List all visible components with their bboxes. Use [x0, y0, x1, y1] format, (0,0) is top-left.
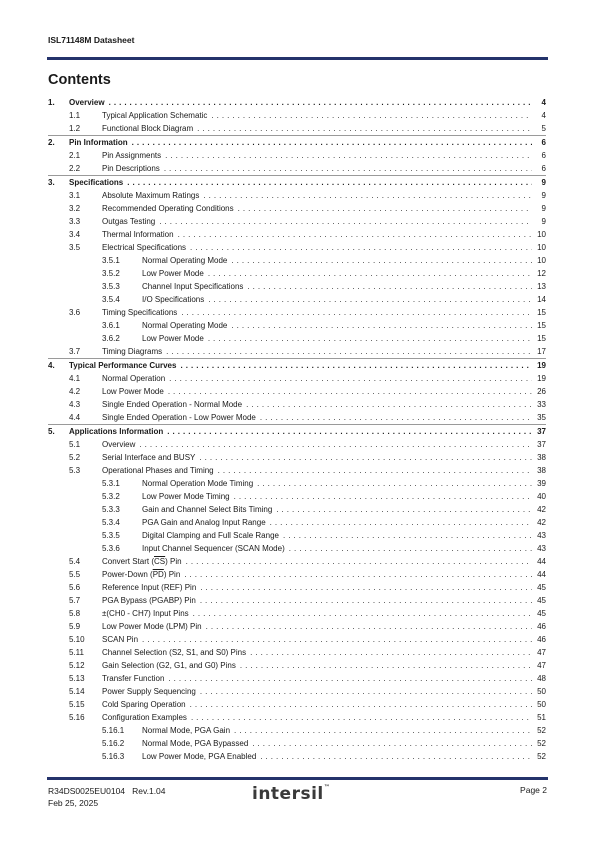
toc-entry-number: 5.16.2: [102, 739, 125, 748]
toc-entry-number: 4.2: [69, 387, 81, 396]
toc-entry[interactable]: [48, 751, 546, 762]
toc-entry-label: Low Power Mode . . .: [142, 333, 532, 344]
toc-entry-label: Single Ended Operation - Low Power Mode . . .: [102, 412, 532, 423]
toc-entry-label: Outgas Testing . . .: [102, 216, 532, 227]
toc-entry-number: 3.5.4: [102, 295, 120, 304]
toc-entry[interactable]: [48, 647, 546, 658]
toc-entry-number: 2.1: [69, 151, 81, 160]
toc-entry-number: 5.13: [69, 674, 85, 683]
toc-entry-label: PGA Bypass (PGABP) Pin . . .: [102, 595, 532, 606]
toc-entry-label: Digital Clamping and Full Scale Range . . .: [142, 530, 532, 541]
toc-entry-number: 5.2: [69, 453, 81, 462]
toc-entry-page: 37: [533, 439, 546, 450]
section-separator: [48, 424, 546, 425]
toc-entry-label: Normal Operation . . .: [102, 373, 532, 384]
toc-entry-page: 44: [533, 569, 546, 580]
toc-entry[interactable]: [48, 569, 546, 580]
toc-entry[interactable]: [48, 333, 546, 344]
toc-entry-label: Recommended Operating Conditions . . .: [102, 203, 532, 214]
toc-entry-number: 3.5: [69, 243, 81, 252]
toc-entry[interactable]: [48, 110, 546, 121]
toc-entry-label: PGA Gain and Analog Input Range . . .: [142, 517, 532, 528]
footer-page-number: Page 2: [520, 785, 547, 795]
toc-entry-number: 3.1: [69, 191, 81, 200]
toc-entry[interactable]: [48, 97, 546, 108]
toc-entry-label: [102, 569, 532, 580]
toc-entry-page: 4: [538, 110, 546, 121]
header-rule: [47, 57, 548, 60]
toc-entry-number: 3.: [48, 178, 55, 187]
toc-entry-number: 5.8: [69, 609, 81, 618]
toc-entry[interactable]: [48, 294, 546, 305]
toc-entry-number: 5.3.5: [102, 531, 120, 540]
toc-entry-number: 5.1: [69, 440, 81, 449]
toc-entry-page: 6: [538, 137, 546, 148]
toc-entry-label: Typical Application Schematic . . .: [102, 110, 532, 121]
toc-entry-label: Overview . . .: [102, 439, 532, 450]
toc-entry-label: Single Ended Operation - Normal Mode . . .: [102, 399, 532, 410]
toc-entry-page: 6: [538, 150, 546, 161]
toc-entry[interactable]: [48, 478, 546, 489]
toc-entry-label: Gain Selection (G2, G1, and G0) Pins . . .: [102, 660, 532, 671]
toc-entry[interactable]: [48, 373, 546, 384]
toc-entry-label-part: ) Pin: [165, 557, 182, 566]
toc-entry-number: 5.14: [69, 687, 85, 696]
toc-entry-label: [102, 556, 532, 567]
toc-entry-label: Input Channel Sequencer (SCAN Mode) . . .: [142, 543, 532, 554]
toc-entry[interactable]: [48, 543, 546, 554]
toc-entry-page: 39: [533, 478, 546, 489]
toc-entry-label: Typical Performance Curves . . .: [69, 360, 532, 371]
toc-entry[interactable]: [48, 346, 546, 357]
toc-entry[interactable]: [48, 320, 546, 331]
toc-entry-page: 46: [533, 621, 546, 632]
toc-entry-number: 5.: [48, 427, 55, 436]
section-separator: [48, 358, 546, 359]
toc-entry-label: Transfer Function . . .: [102, 673, 532, 684]
toc-entry-label-part: ) Pin: [163, 570, 181, 579]
toc-entry-number: 2.: [48, 138, 55, 147]
toc-entry-number: 3.5.2: [102, 269, 120, 278]
toc-entry-number: 3.6: [69, 308, 81, 317]
toc-entry-label: Timing Diagrams . . .: [102, 346, 532, 357]
toc-entry-page: 42: [533, 504, 546, 515]
toc-entry-page: 19: [533, 360, 546, 371]
toc-entry-page: 43: [533, 530, 546, 541]
toc-entry[interactable]: [48, 439, 546, 450]
toc-entry-number: 1.: [48, 98, 55, 107]
toc-entry-page: 45: [533, 608, 546, 619]
toc-entry[interactable]: [48, 229, 546, 240]
toc-entry-page: 47: [533, 660, 546, 671]
toc-entry[interactable]: [48, 608, 546, 619]
toc-entry-number: 3.5.3: [102, 282, 120, 291]
logo-text: intersil: [252, 784, 324, 804]
toc-entry[interactable]: [48, 452, 546, 463]
toc-entry-page: 19: [533, 373, 546, 384]
toc-entry-page: 52: [533, 751, 546, 762]
toc-entry-page: 9: [538, 203, 546, 214]
toc-entry[interactable]: [48, 660, 546, 671]
toc-entry-page: 38: [533, 452, 546, 463]
toc-entry[interactable]: [48, 582, 546, 593]
toc-entry-page: 47: [533, 647, 546, 658]
toc-entry-label: Normal Operating Mode . . .: [142, 320, 532, 331]
toc-entry-number: 1.1: [69, 111, 81, 120]
toc-entry-number: 2.2: [69, 164, 81, 173]
toc-entry[interactable]: [48, 360, 546, 371]
section-separator: [48, 175, 546, 176]
toc-entry-label: Cold Sparing Operation . . .: [102, 699, 532, 710]
toc-entry-number: 5.10: [69, 635, 85, 644]
toc-entry-number: 5.3.4: [102, 518, 120, 527]
toc-entry[interactable]: [48, 530, 546, 541]
logo-trademark: ™: [323, 784, 331, 791]
toc-entry[interactable]: [48, 556, 546, 567]
toc-entry-page: 9: [538, 190, 546, 201]
toc-entry[interactable]: [48, 307, 546, 318]
toc-entry-label: Normal Mode, PGA Gain . . .: [142, 725, 532, 736]
toc-entry-number: 5.3: [69, 466, 81, 475]
toc-entry-number: 3.4: [69, 230, 81, 239]
toc-entry-label-part: Convert Start (: [102, 557, 155, 566]
toc-entry-label-part: Power-Down (: [102, 570, 153, 579]
toc-entry-number: 1.2: [69, 124, 81, 133]
toc-entry[interactable]: [48, 712, 546, 723]
active-low-signal-name: $\overline{CS}$: [154, 557, 166, 566]
toc-entry-number: 4.3: [69, 400, 81, 409]
toc-entry-number: 4.4: [69, 413, 81, 422]
toc-entry-label: Low Power Mode . . .: [102, 386, 532, 397]
toc-entry-label: ±(CH0 - CH7) Input Pins . . .: [102, 608, 532, 619]
toc-entry-page: 10: [533, 255, 546, 266]
toc-entry-page: 35: [533, 412, 546, 423]
toc-entry[interactable]: [48, 738, 546, 749]
toc-entry[interactable]: [48, 123, 546, 134]
toc-entry-label: Normal Operation Mode Timing . . .: [142, 478, 532, 489]
toc-entry-label: Low Power Mode, PGA Enabled . . .: [142, 751, 532, 762]
toc-entry-number: 3.3: [69, 217, 81, 226]
toc-entry-page: 42: [533, 517, 546, 528]
toc-entry-label: Absolute Maximum Ratings . . .: [102, 190, 532, 201]
toc-entry[interactable]: [48, 725, 546, 736]
toc-entry-number: 5.3.2: [102, 492, 120, 501]
toc-entry[interactable]: [48, 268, 546, 279]
toc-entry-page: 6: [538, 163, 546, 174]
toc-entry[interactable]: [48, 699, 546, 710]
toc-entry-page: 17: [533, 346, 546, 357]
toc-entry-number: 5.3.6: [102, 544, 120, 553]
toc-entry[interactable]: [48, 491, 546, 502]
toc-entry-number: 3.6.2: [102, 334, 120, 343]
toc-entry-number: 5.16: [69, 713, 85, 722]
toc-entry[interactable]: [48, 426, 546, 437]
toc-entry-label: Configuration Examples . . .: [102, 712, 532, 723]
toc-entry-page: 26: [533, 386, 546, 397]
toc-entry[interactable]: [48, 190, 546, 201]
toc-entry[interactable]: [48, 177, 546, 188]
toc-entry-number: 4.1: [69, 374, 81, 383]
toc-entry-number: 5.11: [69, 648, 84, 657]
toc-entry[interactable]: [48, 255, 546, 266]
toc-entry-label: Electrical Specifications . . .: [102, 242, 532, 253]
toc-entry-number: 5.16.1: [102, 726, 125, 735]
toc-entry[interactable]: [48, 216, 546, 227]
toc-entry-label: Power Supply Sequencing . . .: [102, 686, 532, 697]
toc-entry-page: 13: [533, 281, 546, 292]
toc-entry-label: Serial Interface and BUSY . . .: [102, 452, 532, 463]
contents-heading: Contents: [48, 72, 111, 88]
toc-entry-page: 15: [533, 333, 546, 344]
toc-entry-number: 5.9: [69, 622, 81, 631]
toc-entry-page: 51: [533, 712, 546, 723]
toc-entry-label: Thermal Information . . .: [102, 229, 532, 240]
document-header-title: ISL71148M Datasheet: [48, 35, 135, 45]
toc-entry-number: 3.5.1: [102, 256, 120, 265]
toc-entry-label: Normal Operating Mode . . .: [142, 255, 532, 266]
toc-entry-label: Specifications . . .: [69, 177, 532, 188]
toc-entry-number: 3.6.1: [102, 321, 120, 330]
toc-entry-label: Timing Specifications . . .: [102, 307, 532, 318]
toc-entry-page: 12: [533, 268, 546, 279]
toc-entry[interactable]: [48, 386, 546, 397]
toc-entry-page: 50: [533, 686, 546, 697]
toc-entry-page: 10: [533, 229, 546, 240]
toc-entry[interactable]: [48, 686, 546, 697]
toc-entry[interactable]: [48, 634, 546, 645]
toc-entry-label: Channel Selection (S2, S1, and S0) Pins . . .: [102, 647, 532, 658]
toc-entry[interactable]: [48, 399, 546, 410]
toc-entry-page: 48: [533, 673, 546, 684]
toc-entry[interactable]: [48, 621, 546, 632]
toc-entry-label: Reference Input (REF) Pin . . .: [102, 582, 532, 593]
toc-entry-number: 5.5: [69, 570, 81, 579]
toc-entry-label: Pin Descriptions . . .: [102, 163, 532, 174]
active-low-signal-name: $\overline{PD}$: [152, 570, 164, 579]
toc-entry-label: SCAN Pin . . .: [102, 634, 532, 645]
toc-entry-page: 52: [533, 738, 546, 749]
toc-entry-page: 10: [533, 242, 546, 253]
toc-entry[interactable]: [48, 203, 546, 214]
toc-entry[interactable]: [48, 242, 546, 253]
toc-entry[interactable]: [48, 137, 546, 148]
toc-entry-page: 40: [533, 491, 546, 502]
footer-doc-info: [48, 785, 166, 809]
toc-entry-number: 3.2: [69, 204, 81, 213]
toc-entry-number: 5.12: [69, 661, 85, 670]
footer-doc-number: R34DS0025EU0104: [48, 786, 126, 796]
toc-entry-number: 3.7: [69, 347, 81, 356]
toc-entry-label: Pin Information . . .: [69, 137, 532, 148]
intersil-logo: [252, 784, 330, 804]
toc-entry-number: 5.3.3: [102, 505, 120, 514]
toc-entry-page: 43: [533, 543, 546, 554]
section-separator: [48, 135, 546, 136]
toc-entry[interactable]: [48, 673, 546, 684]
toc-entry[interactable]: [48, 504, 546, 515]
toc-entry-label: Low Power Mode (LPM) Pin . . .: [102, 621, 532, 632]
toc-entry[interactable]: [48, 163, 546, 174]
toc-entry[interactable]: [48, 412, 546, 423]
toc-entry-page: 46: [533, 634, 546, 645]
toc-entry-number: 5.6: [69, 583, 81, 592]
toc-entry-number: 5.16.3: [102, 752, 125, 761]
toc-entry-page: 33: [533, 399, 546, 410]
toc-entry[interactable]: [48, 465, 546, 476]
toc-entry-page: 45: [533, 595, 546, 606]
footer-revision: Rev.1.04: [132, 786, 166, 796]
toc-entry-label: Channel Input Specifications . . .: [142, 281, 532, 292]
toc-entry[interactable]: [48, 595, 546, 606]
toc-entry-label: I/O Specifications . . .: [142, 294, 532, 305]
toc-entry-number: 5.15: [69, 700, 85, 709]
toc-entry-number: 5.3.1: [102, 479, 120, 488]
toc-entry-page: 15: [533, 320, 546, 331]
toc-entry-label: Normal Mode, PGA Bypassed . . .: [142, 738, 532, 749]
toc-entry-page: 4: [538, 97, 546, 108]
toc-entry-page: 38: [533, 465, 546, 476]
toc-entry-page: 15: [533, 307, 546, 318]
toc-entry-number: 4.: [48, 361, 55, 370]
toc-entry[interactable]: [48, 281, 546, 292]
toc-entry-label: Low Power Mode Timing . . .: [142, 491, 532, 502]
toc-entry-page: 9: [538, 177, 546, 188]
toc-entry[interactable]: [48, 150, 546, 161]
toc-entry-page: 14: [533, 294, 546, 305]
toc-entry-page: 44: [533, 556, 546, 567]
footer-rule: [47, 777, 548, 780]
toc-entry-label: Low Power Mode . . .: [142, 268, 532, 279]
toc-entry-page: 50: [533, 699, 546, 710]
toc-entry-page: 9: [538, 216, 546, 227]
toc-entry[interactable]: [48, 517, 546, 528]
toc-entry-page: 5: [538, 123, 546, 134]
toc-entry-number: 5.4: [69, 557, 81, 566]
toc-entry-number: 5.7: [69, 596, 81, 605]
toc-entry-label: Applications Information . . .: [69, 426, 532, 437]
toc-entry-label: Overview . . .: [69, 97, 532, 108]
toc-entry-label: Operational Phases and Timing . . .: [102, 465, 532, 476]
toc-entry-label: Pin Assignments . . .: [102, 150, 532, 161]
footer-date: Feb 25, 2025: [48, 798, 99, 808]
toc-entry-page: 52: [533, 725, 546, 736]
toc-entry-page: 37: [533, 426, 546, 437]
toc-entry-label: Functional Block Diagram . . .: [102, 123, 532, 134]
toc-entry-page: 45: [533, 582, 546, 593]
toc-entry-label: Gain and Channel Select Bits Timing . . .: [142, 504, 532, 515]
